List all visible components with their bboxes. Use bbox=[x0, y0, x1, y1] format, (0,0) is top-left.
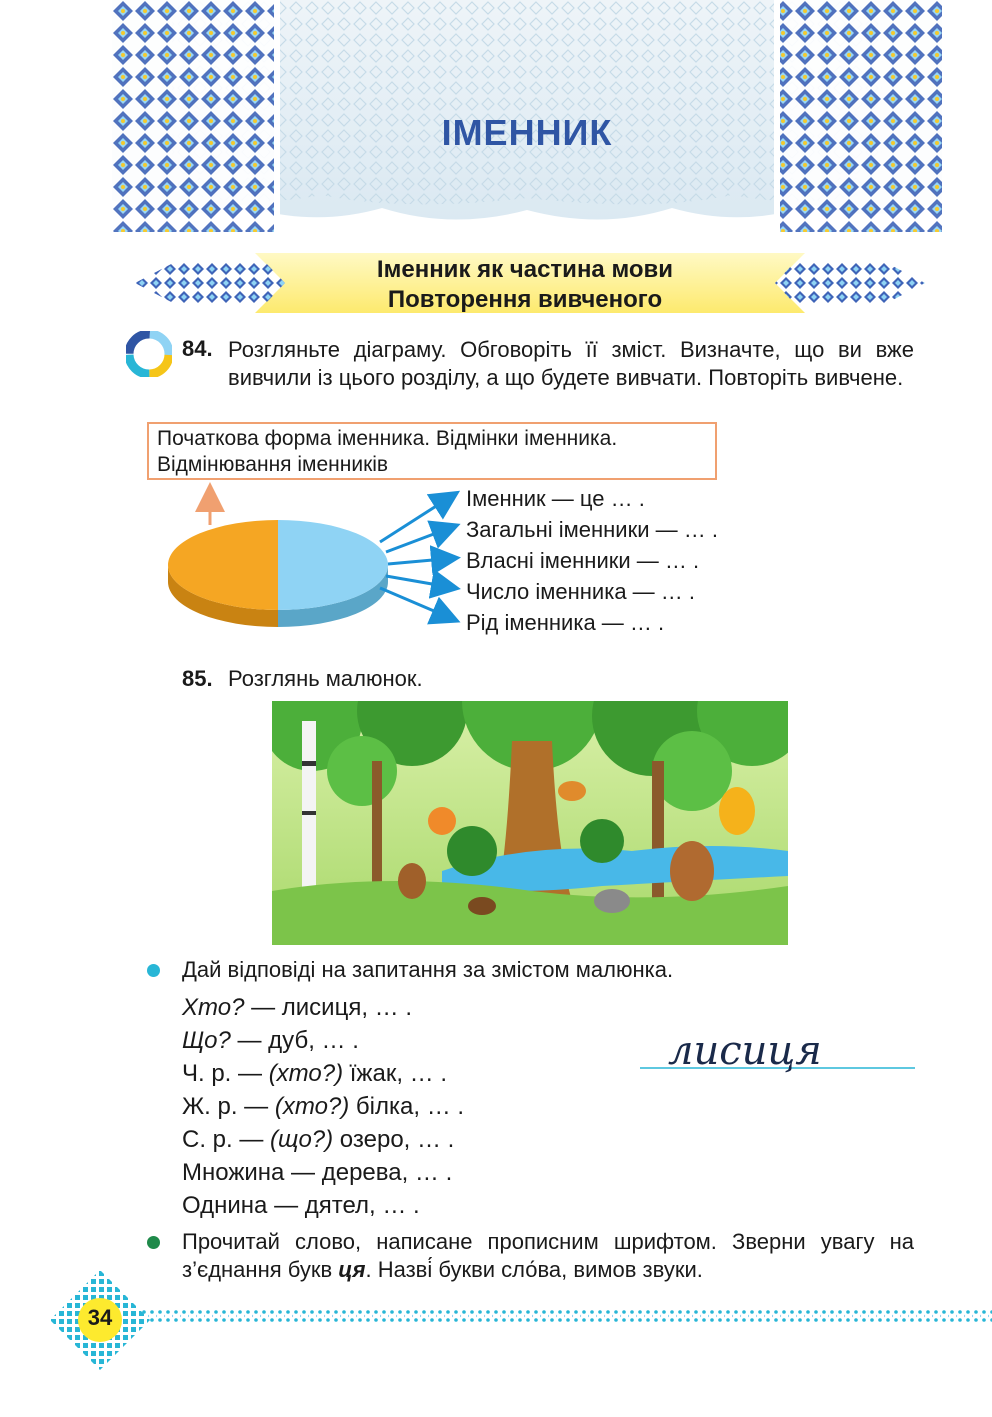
exercise-84-text: Розгляньте діаграму. Обговоріть її зміст. Визначте, що ви вже вивчили із цього розділу, а що будете вивчати. Повторіть вивчене. bbox=[228, 337, 914, 390]
arrow-label-5 bbox=[380, 588, 455, 620]
bullet-cyan bbox=[147, 964, 160, 977]
answer-4-text: білка, … . bbox=[349, 1093, 465, 1120]
question-instruction: Дай відповіді на запитання за змістом малюнка. bbox=[182, 957, 674, 982]
diagram-label-3: Власні іменники — … . bbox=[466, 548, 700, 573]
exercise-85-number: 85. bbox=[182, 666, 213, 691]
topic-box-line-2: Відмінювання іменників bbox=[157, 453, 389, 476]
reading-instruction bbox=[182, 1228, 914, 1284]
subtitle-line-2: Повторення вивченого bbox=[387, 286, 663, 313]
exercise-84-number: 84. bbox=[182, 336, 213, 361]
arrow-label-3 bbox=[388, 558, 455, 564]
topic-box-line-1: Початкова форма іменника. Відмінки іменника. bbox=[157, 427, 618, 450]
answer-line-1 bbox=[182, 994, 412, 1022]
diagram-label-1: Іменник — це … . bbox=[466, 486, 645, 511]
diagram-label-2: Загальні іменники — … . bbox=[466, 517, 718, 542]
answer-line-5 bbox=[182, 1126, 454, 1154]
answer-2-text: — дуб, … . bbox=[230, 1027, 359, 1054]
answer-line-3 bbox=[182, 1060, 447, 1088]
discussion-ring-icon bbox=[126, 331, 172, 377]
answer-5-prefix: С. р. — bbox=[182, 1126, 271, 1153]
diagram-label-5: Рід іменника — … . bbox=[466, 610, 665, 635]
footer-ornament bbox=[140, 1306, 992, 1326]
answer-line-4 bbox=[182, 1093, 464, 1121]
forest-illustration bbox=[272, 701, 788, 945]
arrow-label-1 bbox=[380, 494, 455, 542]
letter-combination: ця bbox=[338, 1257, 366, 1282]
handwritten-word-text: лисиця bbox=[668, 1028, 822, 1074]
answer-5-question: (що?) bbox=[270, 1126, 334, 1153]
answer-line-7: Однина — дятел, … . bbox=[182, 1192, 420, 1219]
chapter-title: ІМЕННИК bbox=[441, 112, 613, 153]
reading-text-end: . Назві́ букви сло́ва, вимов звуки. bbox=[365, 1257, 703, 1282]
handwritten-word bbox=[640, 1022, 915, 1074]
answer-3-prefix: Ч. р. — bbox=[182, 1060, 269, 1087]
answer-4-prefix: Ж. р. — bbox=[182, 1093, 275, 1120]
answer-1-text: — лисиця, … . bbox=[244, 994, 413, 1021]
answer-1-question: Хто? bbox=[182, 994, 245, 1021]
answer-4-question: (хто?) bbox=[274, 1093, 350, 1120]
subtitle-line-1: Іменник як частина мови bbox=[376, 256, 674, 283]
diagram-label-4: Число іменника — … . bbox=[466, 579, 696, 604]
answer-3-question: (хто?) bbox=[268, 1060, 344, 1087]
answer-2-question: Що? bbox=[182, 1027, 231, 1054]
page-number: 34 bbox=[87, 1305, 113, 1330]
arrow-label-4 bbox=[386, 576, 455, 588]
reading-text-start: Прочитай слово, написане прописним шрифтом. Зверни увагу на з’єднання букв bbox=[182, 1229, 914, 1282]
bullet-green bbox=[147, 1236, 160, 1249]
section-subtitle bbox=[290, 255, 760, 315]
answer-line-6: Множина — дерева, … . bbox=[182, 1159, 453, 1186]
exercise-85-text: Розглянь малюнок. bbox=[228, 666, 423, 691]
answer-5-text: озеро, … . bbox=[333, 1126, 455, 1153]
answer-line-2 bbox=[182, 1027, 359, 1055]
answer-3-text: їжак, … . bbox=[343, 1060, 448, 1087]
